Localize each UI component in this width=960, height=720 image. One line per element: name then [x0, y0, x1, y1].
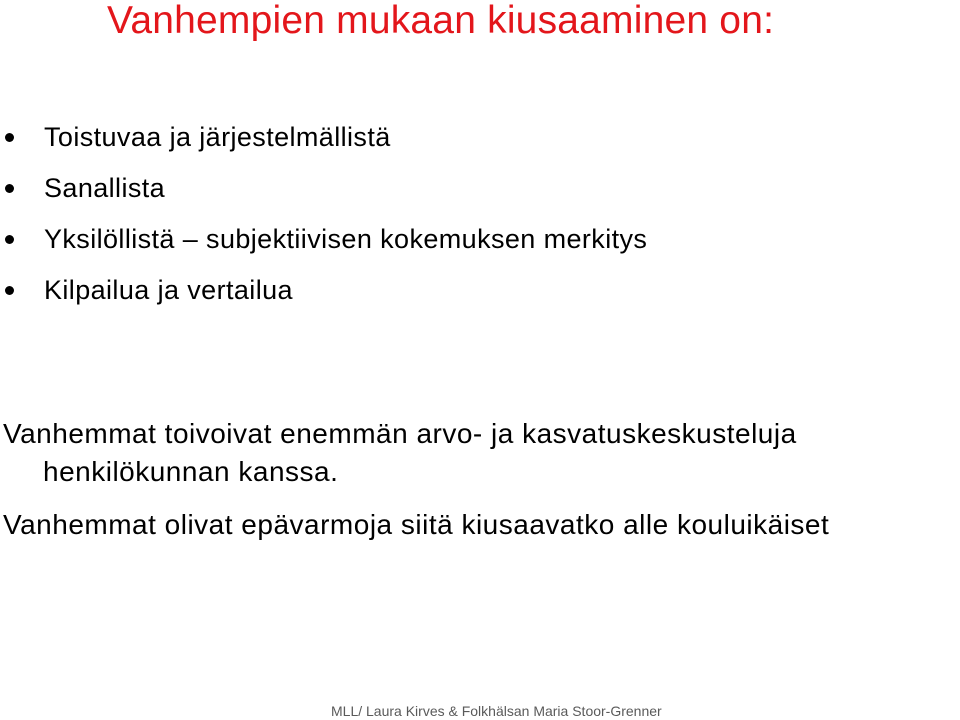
bullet-dot-icon [5, 184, 14, 193]
paragraph-wishes-line-1: Vanhemmat toivoivat enemmän arvo- ja kasvatuskeskusteluja [3, 418, 797, 449]
paragraph-wishes [3, 415, 957, 491]
bullet-text: Toistuvaa ja järjestelmällistä [44, 122, 391, 152]
bullet-text: Yksilöllistä – subjektiivisen kokemuksen merkitys [44, 224, 648, 254]
slide-title: Vanhempien mukaan kiusaaminen on: [107, 0, 775, 42]
bullet-dot-icon [5, 133, 14, 142]
bullet-text: Kilpailua ja vertailua [44, 275, 293, 305]
bullet-text: Sanallista [44, 173, 166, 203]
paragraph-uncertainty: Vanhemmat olivat epävarmoja siitä kiusaavatko alle kouluikäiset [3, 509, 830, 540]
paragraph-wishes-line-2: henkilökunnan kanssa. [43, 456, 339, 487]
bullet-dot-icon [5, 286, 14, 295]
bullet-dot-icon [5, 235, 14, 244]
slide-footer: MLL/ Laura Kirves & Folkhälsan Maria Stoor-Grenner [331, 703, 662, 719]
